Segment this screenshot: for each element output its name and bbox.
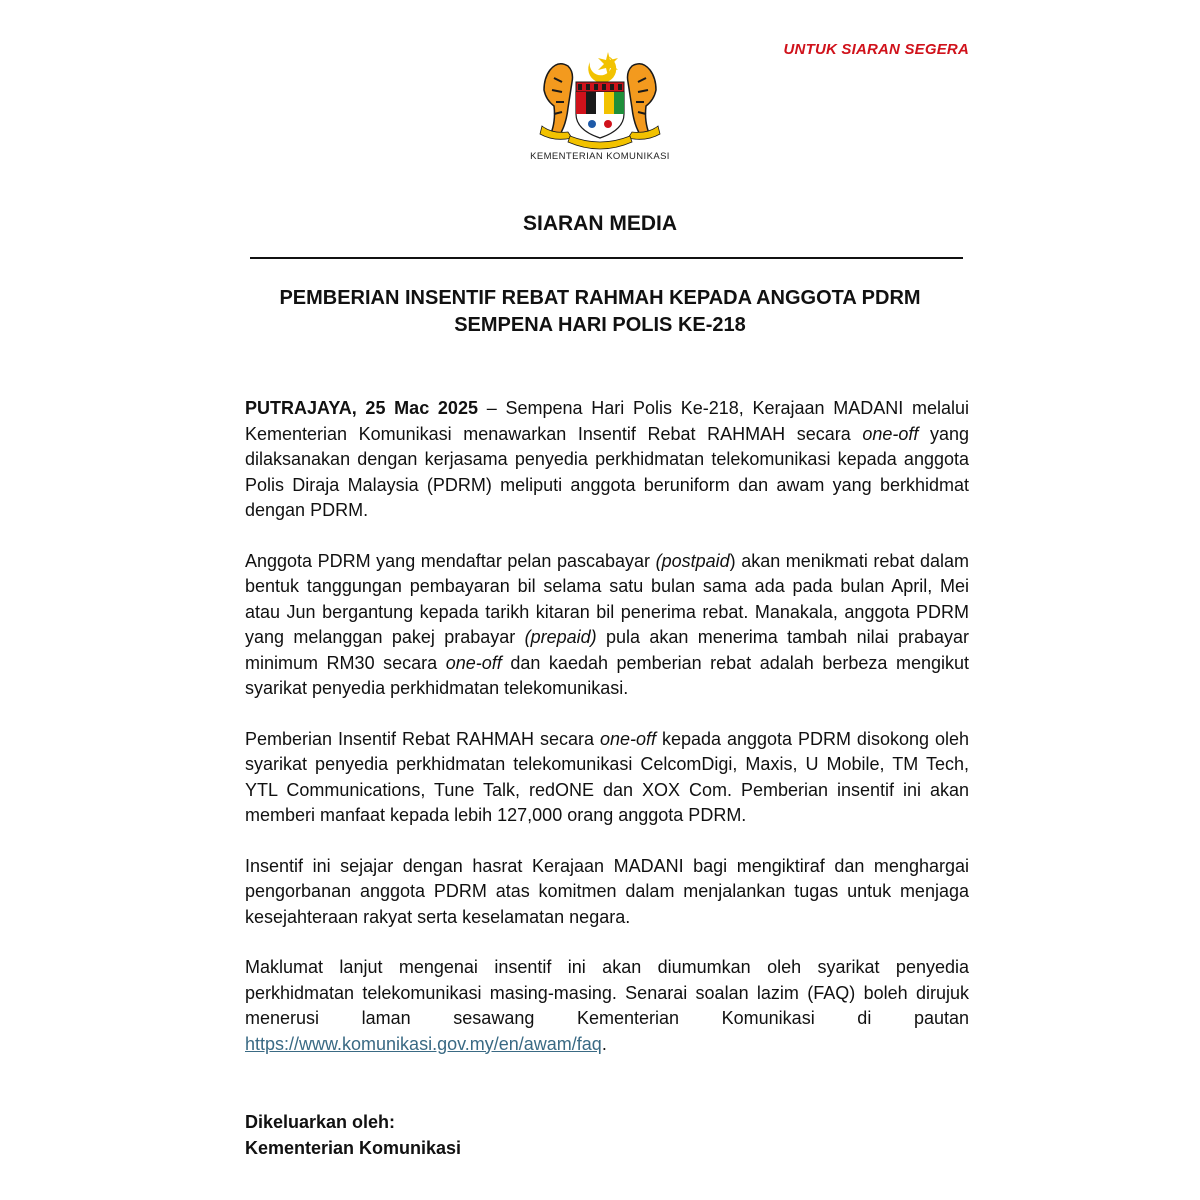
issued-by-block bbox=[245, 1110, 461, 1161]
headline-line-2: SEMPENA HARI POLIS KE-218 bbox=[454, 314, 746, 336]
headline bbox=[200, 285, 1000, 339]
ministry-caption: KEMENTERIAN KOMUNIKASI bbox=[530, 151, 670, 162]
paragraph-1: PUTRAJAYA, 25 Mac 2025 – Sempena Hari Polis Ke-218, Kerajaan MADANI melalui Kementerian Komunikasi menawarkan Insentif Rebat RAHMAH secara one-off yang dilaksanakan dengan kerjasama penyedia perkhidmatan telekomunikasi kepada anggota Polis Diraja Malaysia (PDRM) meliputi anggota beruniform dan awam yang berkhidmat dengan PDRM. bbox=[245, 398, 970, 520]
urgent-release-label: UNTUK SIARAN SEGERA bbox=[783, 41, 969, 58]
paragraph-2: Anggota PDRM yang mendaftar pelan pascabayar (postpaid) akan menikmati rebat dalam bentuk tanggungan pembayaran bil selama satu bulan sama ada pada bulan April, Mei atau Jun bergantung kepada tarikh kitaran bil penerima rebat. Manakala, anggota PDRM yang melanggan pakej prabayar (prepaid) pula akan menerima tambah nilai prabayar minimum RM30 secara one-off dan kaedah pemberian rebat adalah berbeza mengikut syarikat penyedia perkhidmatan telekomunikasi. bbox=[245, 550, 970, 698]
paragraph-4: Insentif ini sejajar dengan hasrat Kerajaan MADANI bagi mengiktiraf dan menghargai pengorbanan anggota PDRM atas komitmen dalam menjalankan tugas untuk menjaga kesejahteraan rakyat serta keselamatan negara. bbox=[245, 855, 969, 927]
issuer-name: Kementerian Komunikasi bbox=[245, 1137, 462, 1158]
title-divider bbox=[250, 257, 963, 259]
faq-link[interactable]: https://www.komunikasi.gov.my/en/awam/faq bbox=[245, 1033, 602, 1054]
document-type-title: SIARAN MEDIA bbox=[522, 212, 677, 235]
dateline: PUTRAJAYA, 25 Mac 2025 bbox=[245, 398, 478, 418]
malaysia-coat-of-arms-icon bbox=[520, 48, 680, 166]
paragraph-3: Pemberian Insentif Rebat RAHMAH secara one-off kepada anggota PDRM disokong oleh syarikat penyedia perkhidmatan telekomunikasi CelcomDigi, Maxis, U Mobile, TM Tech, YTL Communications, Tune Talk, redONE dan XOX Com. Pemberian insentif ini akan memberi manfaat kepada lebih 127,000 orang anggota PDRM. bbox=[245, 728, 969, 825]
paragraph-5: Maklumat lanjut mengenai insentif ini akan diumumkan oleh syarikat penyedia perkhidmatan telekomunikasi masing-masing. Senarai soalan lazim (FAQ) boleh dirujuk menerusi laman sesawang Kementerian Komunikasi di pautan https://www.komunikasi.gov.my/en/awam/faq. bbox=[245, 957, 969, 1054]
headline-line-1: PEMBERIAN INSENTIF REBAT RAHMAH KEPADA ANGGOTA PDRM bbox=[279, 287, 921, 309]
press-release-body bbox=[245, 396, 969, 1082]
issued-by-label: Dikeluarkan oleh: bbox=[245, 1112, 396, 1132]
